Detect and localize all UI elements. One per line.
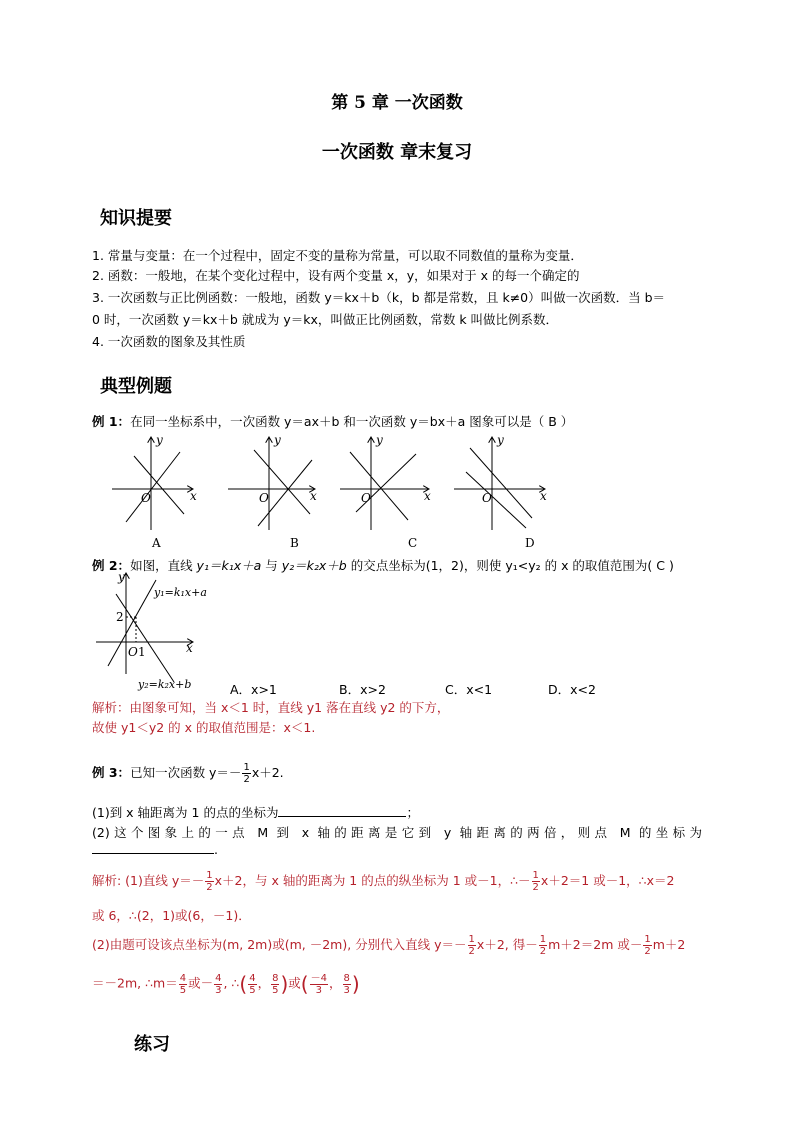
- example-1-graphs: [104, 432, 554, 552]
- graph-b-x-label: x: [310, 489, 317, 503]
- example-1-label: 例 1：: [92, 414, 131, 429]
- q2-answer-blank[interactable]: [92, 853, 214, 854]
- ex2-tick-2: 2: [116, 610, 124, 624]
- example-2-text-a: 如图，直线: [130, 558, 197, 573]
- example-3-label: 例 3：: [92, 765, 131, 780]
- option-b-label: B: [290, 536, 299, 550]
- ex2-choice-c: C．x<1: [445, 682, 493, 697]
- example-3-stem-b: x＋2.: [251, 765, 284, 780]
- graph-c: [340, 433, 431, 550]
- knowledge-heading: 知识提要: [100, 208, 172, 229]
- knowledge-item-1: 1. 常量与变量：在一个过程中，固定不变的量称为常量，可以取不同数值的量称为变量．: [92, 248, 583, 263]
- graph-d-origin: O: [482, 491, 492, 505]
- ex2-y-axis-label: y: [118, 570, 125, 584]
- ex2-analysis-line-1: 解析：由图象可知，当 x＜1 时，直线 y1 落在直线 y2 的下方，: [92, 700, 450, 715]
- ex2-tick-1: 1: [138, 645, 146, 659]
- knowledge-item-4: 4. 一次函数的图象及其性质: [92, 334, 246, 349]
- example-3-stem-a: 已知一次函数 y＝－: [130, 765, 242, 780]
- ex2-choice-a: A．x>1: [230, 682, 277, 697]
- examples-heading: 典型例题: [100, 376, 172, 397]
- option-c-label: C: [408, 536, 418, 550]
- example-2-text-b: 与: [261, 558, 282, 573]
- example-2-label: 例 2：: [92, 558, 131, 573]
- ex3-solution-line-4: ＝－2m, ∴m＝ $\frac{4}{5}$ 或－ $\frac{4}{3}$ , ∴( $\frac{4}{5}$ ， $\frac{8}{5}$ )或( $\frac{-4}{3}$ ， $\frac{8}{3}$ ): [92, 972, 360, 996]
- graph-a-origin: O: [141, 491, 151, 505]
- graph-d-y-label: y: [497, 433, 504, 447]
- knowledge-item-3: 3. 一次函数与正比例函数：一般地，函数 y＝kx＋b（k，b 都是常数，且 k≠0）叫做一次函数．当 b＝: [92, 290, 666, 305]
- graph-c-origin: O: [361, 491, 371, 505]
- ex2-choice-b: B．x>2: [339, 682, 386, 697]
- example-1-question: [92, 412, 573, 430]
- graph-b: [228, 433, 317, 550]
- ex2-x-axis-label: x: [186, 641, 193, 655]
- graph-d: [454, 433, 547, 550]
- example-3-q2-blank-line: .: [92, 842, 218, 857]
- ex2-line-1-label: y₁=k₁x+a: [154, 586, 207, 599]
- graph-b-y-label: y: [274, 433, 281, 447]
- q1-answer-blank[interactable]: [278, 816, 406, 817]
- option-d-label: D: [525, 536, 535, 550]
- ex3-solution-line-1: 解析: (1)直线 y＝－ $\frac{1}{2}$ x＋2，与 x 轴的距离为 1 的点的纵坐标为 1 或－1，∴－ $\frac{1}{2}$ x＋2＝1 或－1，∴x＝2: [92, 870, 675, 893]
- knowledge-item-2: 2. 函数：一般地，在某个变化过程中，设有两个变量 x，y，如果对于 x 的每一个确定的: [92, 268, 580, 283]
- ex2-analysis-line-2: 故使 y1＜y2 的 x 的取值范围是：x＜1.: [92, 720, 316, 735]
- ex2-choice-d: D．x<2: [548, 682, 596, 697]
- graph-c-y-label: y: [376, 433, 383, 447]
- ex3-solution-line-3: (2)由题可设该点坐标为(m, 2m)或(m, －2m), 分别代入直线 y＝－ $\frac{1}{2}$ x＋2, 得－ $\frac{1}{2}$ m＋2＝2m 或－ $\frac{1}{2}$ m＋2: [92, 934, 686, 957]
- graph-c-x-label: x: [424, 489, 431, 503]
- ex2-line-2-label: y₂=k₂x+b: [138, 678, 192, 691]
- example-1-text: 在同一坐标系中，一次函数 y＝ax＋b 和一次函数 y＝bx＋a 图象可以是（ B ）: [130, 414, 574, 429]
- example-3-q1: (1)到 x 轴距离为 1 的点的坐标为 ；: [92, 805, 419, 820]
- graph-b-origin: O: [259, 491, 269, 505]
- example-2-line-2: y₂＝k₂x＋b: [281, 558, 347, 573]
- graph-a-y-label: y: [156, 433, 163, 447]
- example-3-question: [92, 762, 284, 785]
- example-2-text-c: 的交点坐标为(1，2)，则使 y₁<y₂ 的 x 的取值范围为( C ): [346, 558, 674, 573]
- option-a-label: A: [152, 536, 161, 550]
- example-2-line-1: y₁＝k₁x＋a: [196, 558, 262, 573]
- graph-a-x-label: x: [190, 489, 197, 503]
- knowledge-item-3-cont: 0 时，一次函数 y＝kx＋b 就成为 y＝kx，叫做正比例函数，常数 k 叫做比例系数．: [92, 312, 559, 327]
- chapter-title: 第 5 章 一次函数: [331, 93, 463, 113]
- example-2-graph: [92, 570, 232, 696]
- ex3-solution-line-2: 或 6，∴(2，1)或(6，－1)．: [92, 908, 251, 923]
- ex2-origin: O: [128, 645, 138, 659]
- example-3-q2: (2)这个图象上的一点 M 到 x 轴的距离是它到 y 轴距离的两倍，则点 M 的坐标为: [92, 825, 702, 840]
- practice-heading: 练习: [134, 1034, 170, 1055]
- graph-a: [112, 433, 197, 550]
- section-title: 一次函数 章末复习: [321, 142, 473, 163]
- graph-d-x-label: x: [540, 489, 547, 503]
- fraction-one-half: $\frac{1}{2}$: [243, 762, 250, 785]
